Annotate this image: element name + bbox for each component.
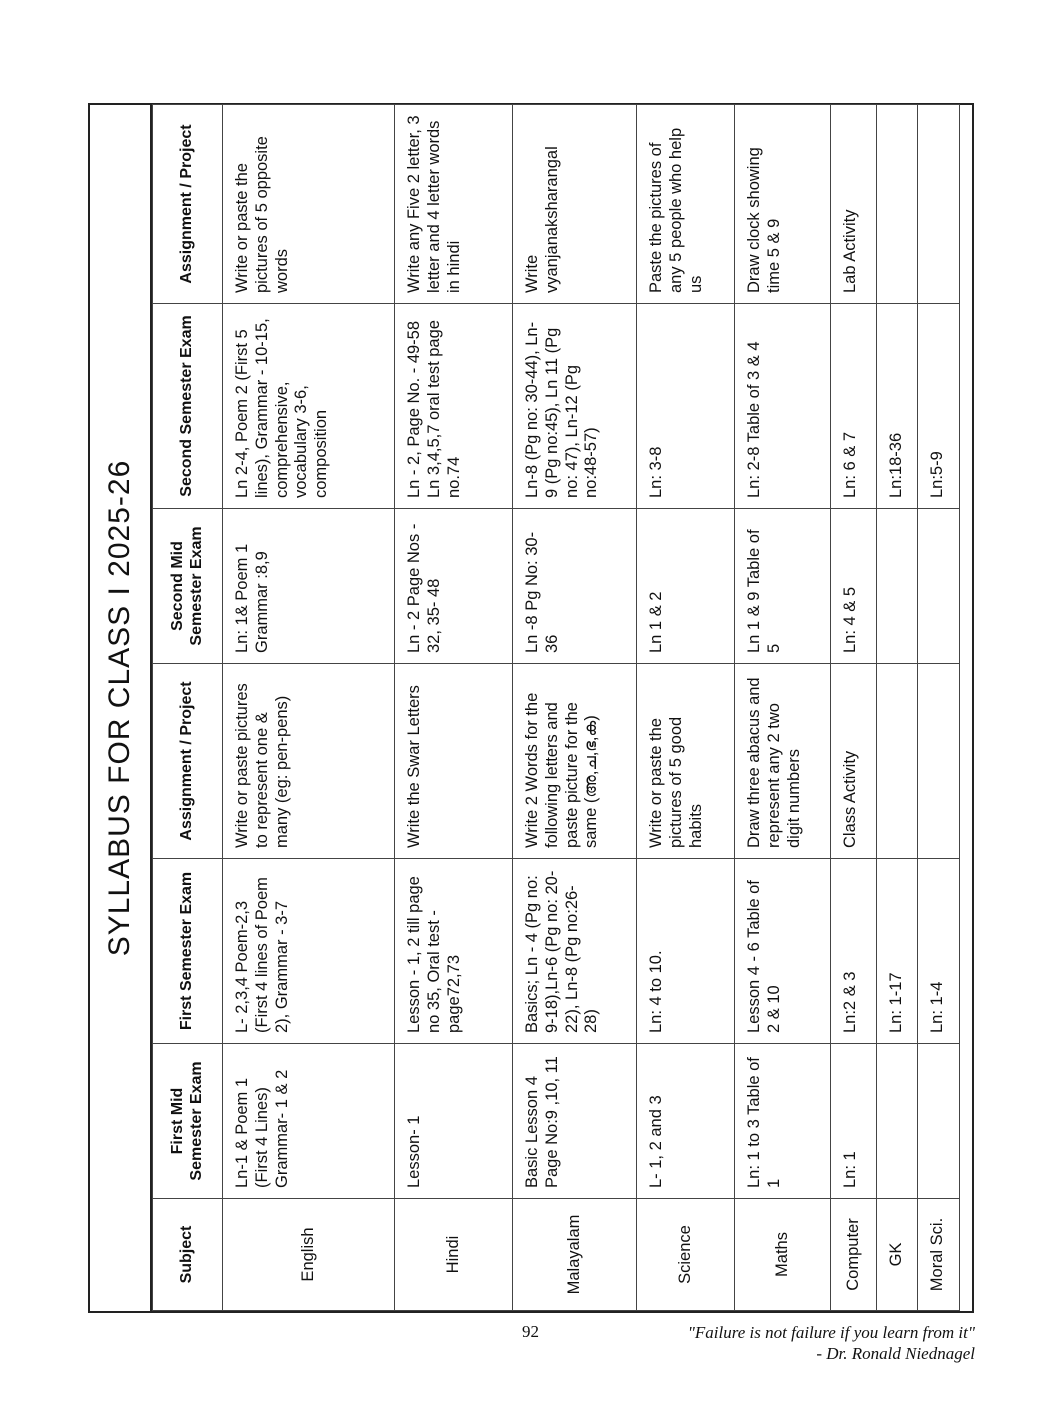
table-cell: Lab Activity xyxy=(831,105,877,304)
quote-author: - Dr. Ronald Niednagel xyxy=(816,1344,975,1364)
table-cell xyxy=(877,105,918,304)
table-row xyxy=(877,105,918,1311)
table-row xyxy=(513,105,637,1311)
table-cell: Ln -8 Pg No: 30-36 xyxy=(513,509,637,664)
table-row xyxy=(917,105,959,1311)
table-cell: Write or paste the pictures of 5 good habits xyxy=(637,664,735,859)
table-row xyxy=(637,105,735,1311)
header-subject: Subject xyxy=(153,1199,223,1311)
table-cell: Lesson- 1 xyxy=(395,1044,513,1199)
table-cell: Ln: 1& Poem 1 Grammar :8,9 xyxy=(223,509,395,664)
table-cell xyxy=(917,105,959,304)
table-cell: Ln-8 (Pg no: 30-44), Ln-9 (Pg no:45), Ln 11 (Pg no: 47), Ln-12 (Pg no:48-57) xyxy=(513,304,637,509)
table-cell: Ln: 1 xyxy=(831,1044,877,1199)
table-cell: L- 2,3,4 Poem-2,3 (First 4 lines of Poem 2), Grammar - 3-7 xyxy=(223,859,395,1044)
table-row xyxy=(831,105,877,1311)
header-row xyxy=(153,105,223,1311)
table-cell: Ln: 1 to 3 Table of 1 xyxy=(735,1044,831,1199)
table-cell xyxy=(917,509,959,664)
subject-cell: English xyxy=(223,1199,395,1311)
syllabus-page xyxy=(88,103,974,1313)
table-cell: Basic Lesson 4 Page No:9 ,10, 11 xyxy=(513,1044,637,1199)
header-first-sem: First Semester Exam xyxy=(153,859,223,1044)
table-cell: Ln: 6 & 7 xyxy=(831,304,877,509)
table-cell: Ln: 3-8 xyxy=(637,304,735,509)
subject-cell: Moral Sci. xyxy=(917,1199,959,1311)
table-cell: Ln:2 & 3 xyxy=(831,859,877,1044)
footer-quote xyxy=(688,1322,975,1365)
table-row xyxy=(735,105,831,1311)
table-row xyxy=(223,105,395,1311)
subject-cell: Maths xyxy=(735,1199,831,1311)
table-cell: Ln 2-4, Poem 2 (First 5 lines), Grammar - 10-15, comprehensive, vocabulary 3-6, composition xyxy=(223,304,395,509)
table-cell: Ln: 1-17 xyxy=(877,859,918,1044)
table-cell: Ln: 2-8 Table of 3 & 4 xyxy=(735,304,831,509)
table-cell xyxy=(877,1044,918,1199)
table-cell: Lesson 4 - 6 Table of 2 & 10 xyxy=(735,859,831,1044)
table-cell: Write any Five 2 letter, 3 letter and 4 letter words in hindi xyxy=(395,105,513,304)
table-cell: Class Activity xyxy=(831,664,877,859)
subject-cell: Malayalam xyxy=(513,1199,637,1311)
subject-cell: Computer xyxy=(831,1199,877,1311)
page-title: SYLLABUS FOR CLASS I 2025-26 xyxy=(90,105,152,1311)
header-first-mid: First Mid Semester Exam xyxy=(153,1044,223,1199)
table-cell: Write or paste pictures to represent one & many (eg: pen-pens) xyxy=(223,664,395,859)
table-cell: Ln: 4 & 5 xyxy=(831,509,877,664)
table-cell xyxy=(917,1044,959,1199)
table-cell: Ln - 2, Page No. - 49-58 Ln 3,4,5,7 oral test page no.74 xyxy=(395,304,513,509)
header-second-sem: Second Semester Exam xyxy=(153,304,223,509)
table-cell: Ln:18-36 xyxy=(877,304,918,509)
syllabus-table-container xyxy=(88,103,974,1313)
subject-cell: GK xyxy=(877,1199,918,1311)
header-assignment-1: Assignment / Project xyxy=(153,664,223,859)
table-cell: Ln-1 & Poem 1 (First 4 Lines) Grammar- 1 & 2 xyxy=(223,1044,395,1199)
syllabus-table xyxy=(152,104,960,1311)
quote-text: "Failure is not failure if you learn from it" xyxy=(687,1323,975,1342)
header-assignment-2: Assignment / Project xyxy=(153,105,223,304)
table-row xyxy=(395,105,513,1311)
table-cell: Ln 1 & 2 xyxy=(637,509,735,664)
table-cell xyxy=(917,664,959,859)
table-cell: Draw clock showing time 5 & 9 xyxy=(735,105,831,304)
table-cell xyxy=(877,509,918,664)
table-cell xyxy=(877,664,918,859)
table-cell: Ln 1 & 9 Table of 5 xyxy=(735,509,831,664)
header-second-mid: Second Mid Semester Exam xyxy=(153,509,223,664)
table-cell: Paste the pictures of any 5 people who help us xyxy=(637,105,735,304)
table-cell: L- 1, 2 and 3 xyxy=(637,1044,735,1199)
subject-cell: Hindi xyxy=(395,1199,513,1311)
table-cell: Ln: 1-4 xyxy=(917,859,959,1044)
table-cell: Basics; Ln - 4 (Pg no: 9-18),Ln-6 (Pg no: 20-22), Ln-8 (Pg no:26-28) xyxy=(513,859,637,1044)
table-cell: Draw three abacus and represent any 2 two digit numbers xyxy=(735,664,831,859)
subject-cell: Science xyxy=(637,1199,735,1311)
table-cell: Lesson - 1, 2 till page no 35, Oral test - page72,73 xyxy=(395,859,513,1044)
table-cell: Write vyanjanaksharangal xyxy=(513,105,637,304)
table-cell: Write or paste the pictures of 5 opposite words xyxy=(223,105,395,304)
page-number: 92 xyxy=(522,1322,539,1341)
table-cell: Write the Swar Letters xyxy=(395,664,513,859)
table-cell: Ln:5-9 xyxy=(917,304,959,509)
table-cell: Ln - 2 Page Nos - 32, 35- 48 xyxy=(395,509,513,664)
table-cell: Ln: 4 to 10. xyxy=(637,859,735,1044)
table-cell: Write 2 Words for the following letters and paste picture for the same (അ,ച,ഭ,ക) xyxy=(513,664,637,859)
